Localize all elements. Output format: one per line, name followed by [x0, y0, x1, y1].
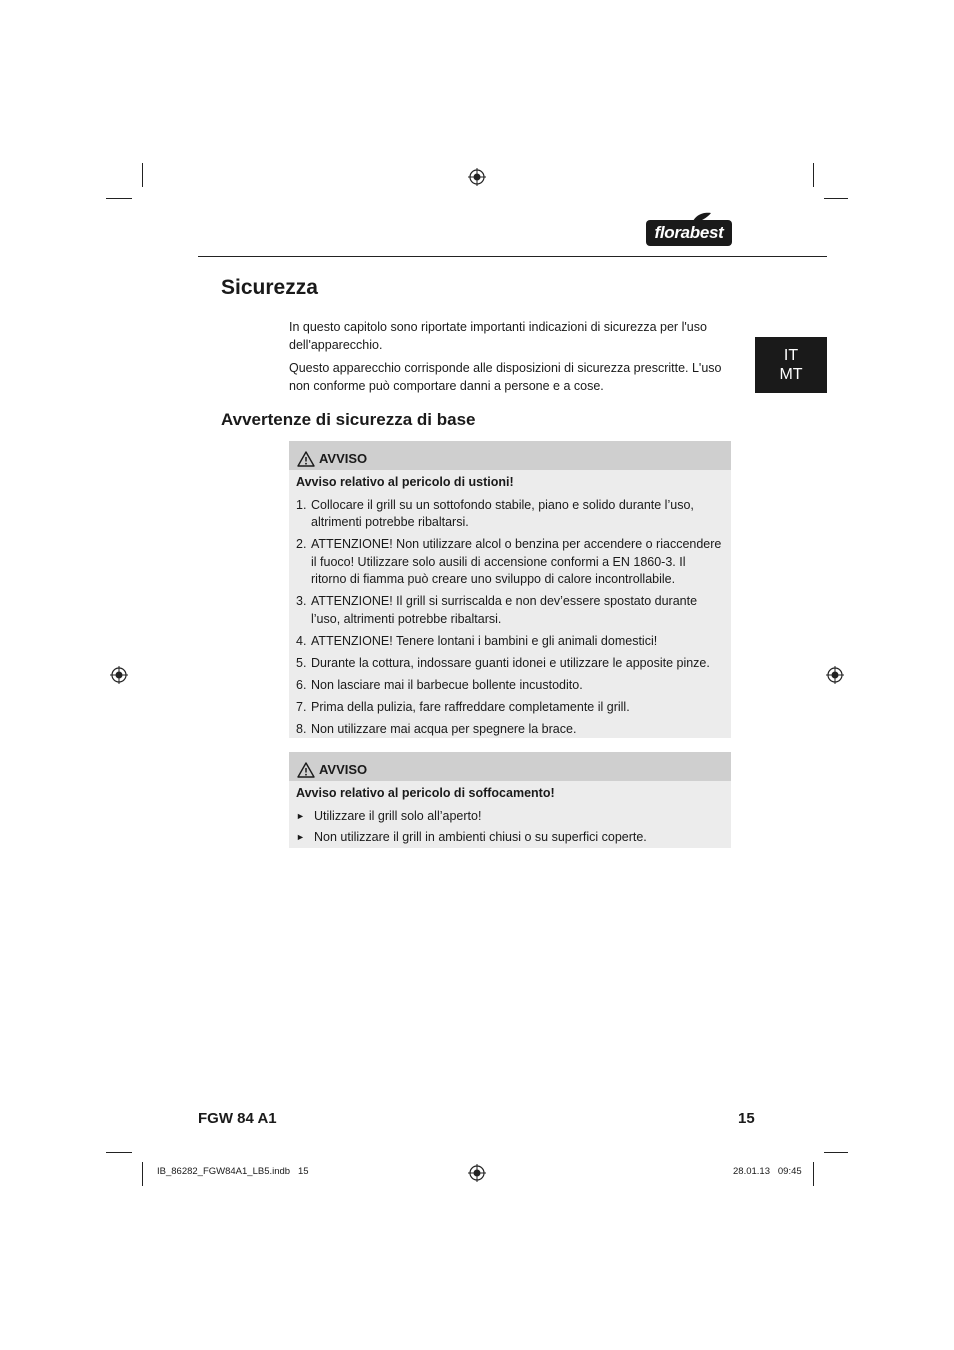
warning-steps — [296, 497, 724, 739]
crosshair-target-icon — [110, 666, 128, 684]
warning-bullets — [296, 808, 724, 847]
language-code: IT — [783, 347, 799, 364]
page-title: Sicurezza — [221, 276, 318, 299]
intro-paragraph: In questo capitolo sono riportate importanti indicazioni di sicurezza per l'uso dell'apparecchio. — [289, 320, 707, 352]
warning-label: AVVISO — [319, 450, 368, 466]
list-item: 5. Durante la cottura, indossare guanti idonei e utilizzare le apposite pinze. — [296, 655, 710, 670]
list-item: 7. Prima della pulizia, fare raffreddare completamente il grill. — [296, 699, 630, 714]
language-tab — [755, 337, 827, 393]
arrow-right-icon: ► — [296, 810, 305, 821]
language-code: MT — [779, 366, 803, 383]
crop-mark — [824, 1152, 848, 1153]
crosshair-target-icon — [468, 168, 486, 186]
list-item: 1. Collocare il grill su un sottofondo stabile, piano e solido durante l’uso, altrimenti potrebbe ribaltarsi. — [296, 497, 694, 529]
warning-header — [289, 441, 731, 470]
warning-header — [289, 752, 731, 781]
warning-triangle-icon — [297, 451, 315, 467]
crop-mark — [142, 1162, 143, 1186]
warning-subtitle: Avviso relativo al pericolo di soffocamento! — [296, 786, 555, 800]
arrow-right-icon: ► — [296, 832, 305, 842]
warning-label: AVVISO — [319, 761, 368, 777]
crop-mark — [813, 163, 814, 187]
list-item: 4. ATTENZIONE! Tenere lontani i bambini e gli animali domestici! — [296, 633, 658, 648]
crop-mark — [106, 1152, 132, 1153]
list-item: 2. ATTENZIONE! Non utilizzare alcol o benzina per accendere o riaccendere il fuoco! Utilizzare solo ausili di accensione conformi a EN 1860-3. Il ritorno di fiamma può creare uno sviluppo di calore incontrollabile. — [296, 537, 722, 586]
list-item: ► Utilizzare il grill solo all’aperto! — [296, 808, 724, 826]
brand-logo: florabest — [646, 220, 732, 246]
print-slug-date: 28.01.13 09:45 — [733, 1166, 802, 1177]
header-rule — [198, 256, 827, 257]
list-item: 8. Non utilizzare mai acqua per spegnere la brace. — [296, 721, 577, 736]
intro-text — [289, 319, 729, 401]
crop-mark — [142, 163, 143, 187]
list-item: 6. Non lasciare mai il barbecue bollente incustodito. — [296, 677, 583, 692]
crop-mark — [813, 1162, 814, 1186]
warning-box-burns — [289, 441, 731, 738]
crosshair-target-icon — [468, 1164, 486, 1182]
intro-paragraph: Questo apparecchio corrisponde alle disposizioni di sicurezza prescritte. L'uso non conforme può comportare danni a persone e a cose. — [289, 361, 722, 393]
crop-mark — [824, 198, 848, 199]
print-slug-file: IB_86282_FGW84A1_LB5.indb 15 — [157, 1166, 309, 1177]
section-title: Avvertenze di sicurezza di base — [221, 410, 476, 429]
crosshair-target-icon — [826, 666, 844, 684]
list-item: ► Non utilizzare il grill in ambienti chiusi o su superfici coperte. — [296, 829, 724, 847]
crop-mark — [106, 198, 132, 199]
warning-subtitle: Avviso relativo al pericolo di ustioni! — [296, 475, 514, 489]
model-number: FGW 84 A1 — [198, 1110, 277, 1127]
warning-triangle-icon — [297, 762, 315, 778]
list-item: 3. ATTENZIONE! Il grill si surriscalda e non dev’essere spostato durante l’uso, altrimenti potrebbe ribaltarsi. — [296, 594, 698, 626]
page-number: 15 — [738, 1110, 755, 1127]
warning-box-suffocation — [289, 752, 731, 848]
